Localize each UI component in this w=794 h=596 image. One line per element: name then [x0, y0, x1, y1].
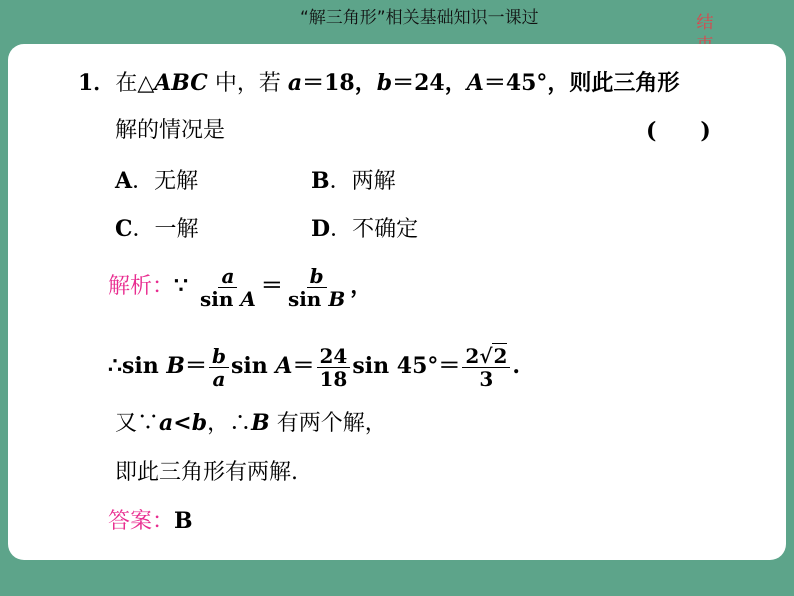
fraction-2root2-over-3: $\frac{2√2}{3}$: [462, 345, 510, 390]
answer-line: [108, 506, 193, 537]
solution-line-3: 又∵a<b，∴B 有两个解，: [115, 410, 387, 436]
question-number: 1．: [78, 70, 116, 96]
fraction-a-over-sinA: $\frac{a}{\text{sin A}}$: [200, 263, 256, 311]
answer-value: B: [174, 508, 193, 534]
solution-label: 解析：: [108, 274, 175, 299]
fraction-b-over-a: $\frac{b}{a}$: [209, 345, 229, 390]
fraction-b-over-sinB: $\frac{b}{\text{sin B}}$: [287, 263, 346, 311]
option-b[interactable]: B．两解: [311, 168, 396, 194]
solution-line-2: ∴sin B＝ $\frac{b}{a}$ sin A＝ $\frac{24}{18}$ sin 45°＝ $\frac{2√2}{3}$ .: [108, 343, 521, 391]
question-line-2: 解的情况是: [115, 118, 226, 143]
answer-parentheses: ( ): [646, 118, 711, 144]
fraction-24-over-18: $\frac{24}{18}$: [317, 345, 351, 390]
option-d[interactable]: D．不确定: [311, 216, 419, 242]
option-c[interactable]: C．一解: [115, 216, 199, 242]
solution-line-4: 即此三角形有两解.: [115, 460, 298, 485]
answer-label: 答案：: [108, 509, 175, 534]
question-line-1: 1．在△ABC 中，若 a＝18，b＝24，A＝45°，则此三角形: [78, 70, 680, 96]
end-label-top: 结: [696, 13, 714, 33]
solution-line-1: 解析：∵ $\frac{a}{\text{sin A}}$ ＝ $\frac{b}{\text{sin B}}$ ，: [108, 263, 373, 311]
option-a[interactable]: A．无解: [115, 168, 199, 194]
lesson-title: “解三角形”相关基础知识一课过: [300, 8, 539, 28]
content-card: [8, 44, 786, 560]
